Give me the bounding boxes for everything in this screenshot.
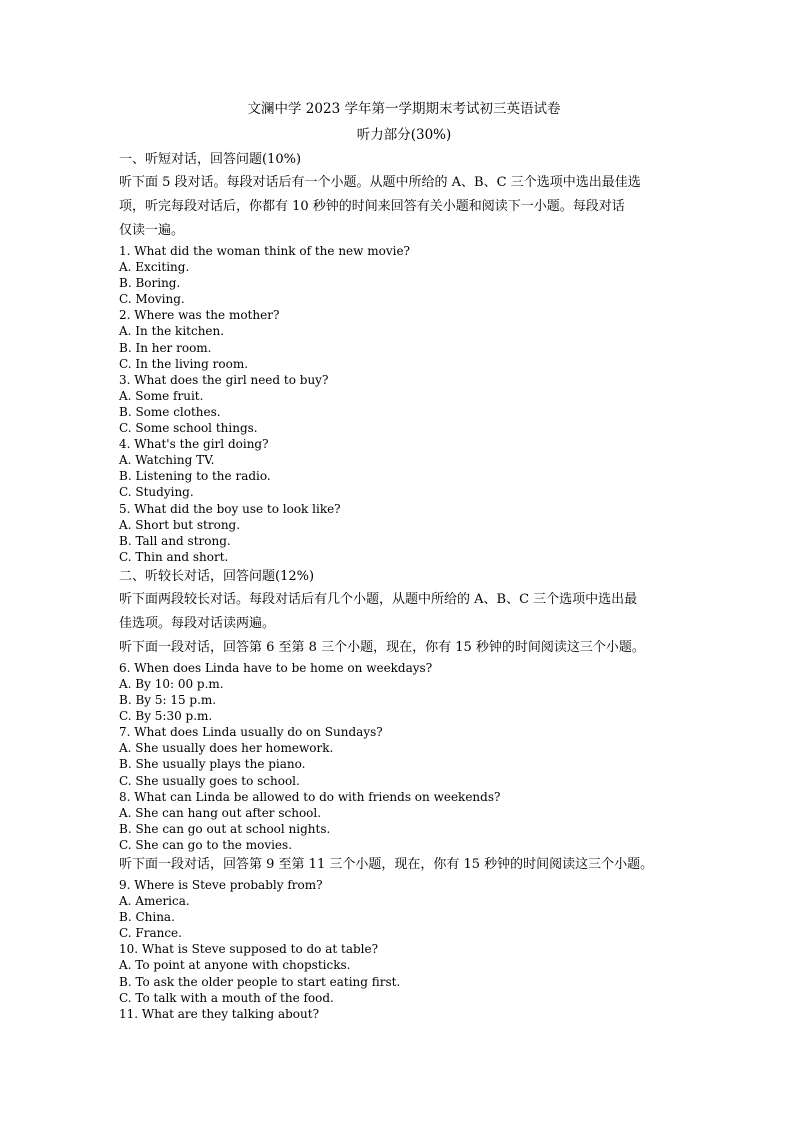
answer-option: C. In the living room. (119, 356, 249, 371)
answer-option: A. America. (119, 894, 190, 909)
answer-option: C. She can go to the movies. (119, 837, 293, 852)
answer-option: C. Some school things. (119, 421, 258, 436)
question-text: 4. What's the girl doing? (119, 437, 269, 452)
answer-option: C. Moving. (119, 292, 185, 307)
answer-option: A. In the kitchen. (119, 324, 225, 339)
instruction-line: 听下面两段较长对话。每段对话后有几个小题，从题中所给的 A、B、C 三个选项中选出最 (119, 591, 638, 607)
answer-option: B. Tall and strong. (119, 533, 231, 548)
dialog1-questions (119, 660, 689, 853)
answer-option: B. She can go out at school nights. (119, 821, 331, 836)
answer-option: A. Short but strong. (119, 517, 241, 532)
page-title: 文澜中学 2023 学年第一学期期末考试初三英语试卷 (247, 101, 561, 117)
question-text: 7. What does Linda usually do on Sundays? (119, 725, 383, 740)
dialog2-questions (119, 877, 689, 1022)
answer-option: B. She usually plays the piano. (119, 757, 306, 772)
answer-option: B. In her room. (119, 340, 212, 355)
answer-option: A. Watching TV. (119, 453, 215, 468)
answer-option: B. Boring. (119, 276, 181, 291)
question-text: 1. What did the woman think of the new movie? (119, 244, 410, 258)
answer-option: C. Studying. (119, 485, 194, 500)
answer-option: C. Thin and short. (119, 549, 229, 564)
section2-heading: 二、听较长对话，回答问题(12%) (119, 568, 315, 584)
section2-instructions (119, 588, 689, 636)
answer-option: B. Listening to the radio. (119, 469, 271, 484)
answer-option: B. Some clothes. (119, 404, 221, 419)
dialog2-intro: 听下面一段对话，回答第 9 至第 11 三个小题，现在，你有 15 秒钟的时间阅读这三个小题。 (119, 857, 654, 872)
page-subtitle: 听力部分(30%) (356, 127, 452, 143)
instruction-line: 佳选项。每段对话读两遍。 (119, 615, 276, 631)
question-text: 10. What is Steve supposed to do at table? (119, 942, 379, 957)
answer-option: C. To talk with a mouth of the food. (119, 990, 334, 1005)
instruction-line: 听下面 5 段对话。每段对话后有一个小题。从题中所给的 A、B、C 三个选项中选出最佳选 (119, 175, 641, 190)
answer-option: C. By 5:30 p.m. (119, 709, 213, 724)
question-text: 2. Where was the mother? (119, 308, 280, 323)
question-text: 11. What are they talking about? (119, 1006, 319, 1021)
instruction-line: 项，听完每段对话后，你都有 10 秒钟的时间来回答有关小题和阅读下一小题。每段对话 (119, 199, 625, 214)
answer-option: C. France. (119, 926, 182, 941)
answer-option: A. She usually does her homework. (119, 741, 334, 756)
exam-page (119, 96, 689, 1022)
section1-instructions (119, 171, 689, 243)
question-text: 8. What can Linda be allowed to do with friends on weekends? (119, 789, 501, 804)
dialog1-intro: 听下面一段对话，回答第 6 至第 8 三个小题，现在，你有 15 秒钟的时间阅读这三个小题。 (119, 639, 645, 655)
question-text: 6. When does Linda have to be home on weekdays? (119, 660, 433, 675)
question-text: 9. Where is Steve probably from? (119, 878, 323, 892)
answer-option: A. Exciting. (119, 260, 190, 275)
section1-heading: 一、听短对话，回答问题(10%) (119, 152, 302, 167)
answer-option: C. She usually goes to school. (119, 773, 300, 788)
answer-option: B. By 5: 15 p.m. (119, 693, 217, 708)
question-text: 3. What does the girl need to buy? (119, 372, 329, 387)
answer-option: A. To point at anyone with chopsticks. (119, 958, 351, 973)
answer-option: B. To ask the older people to start eating first. (119, 974, 401, 989)
answer-option: A. By 10: 00 p.m. (119, 676, 224, 691)
answer-option: A. Some fruit. (119, 388, 204, 403)
answer-option: A. She can hang out after school. (119, 805, 322, 820)
section1-questions (119, 243, 689, 565)
instruction-line: 仅读一遍。 (119, 223, 185, 238)
question-text: 5. What did the boy use to look like? (119, 501, 341, 516)
answer-option: B. China. (119, 910, 175, 925)
